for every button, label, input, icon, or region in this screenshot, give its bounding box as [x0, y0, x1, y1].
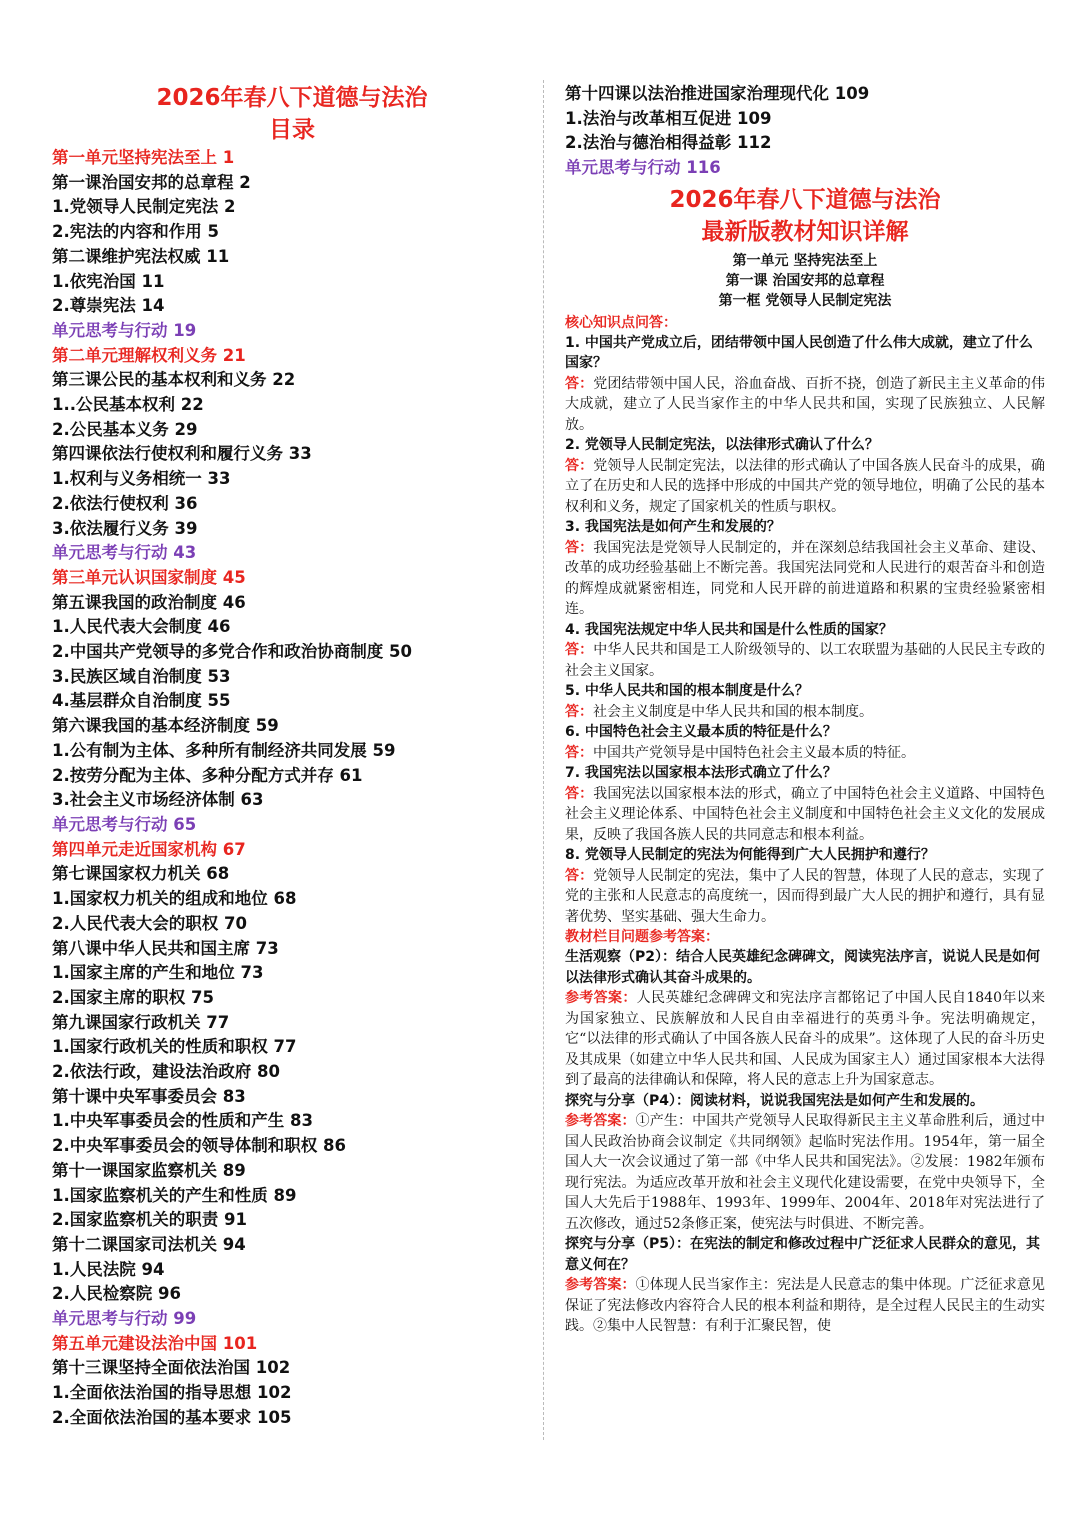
toc-continued: [565, 82, 1045, 181]
toc-lesson-entry: 第十三课坚持全面依法治国 102: [52, 1358, 291, 1378]
question: 6. 中国特色社会主义最本质的特征是什么？: [565, 724, 837, 741]
doc-title: 2026年春八下道德与法治: [156, 85, 428, 111]
answer-text: 中华人民共和国是工人阶级领导的、以工农联盟为基础的人民民主专政的社会主义国家。: [565, 642, 1046, 679]
textbook-question: 探究与分享（P5）：在宪法的制定和修改过程中广泛征求人民群众的意见，其意义何在？: [565, 1236, 1040, 1273]
answer-label: 答：: [565, 375, 594, 392]
toc-lesson-entry: 第六课我国的基本经济制度 59: [52, 716, 279, 736]
toc-section-entry: 1.党领导人民制定宪法 2: [52, 197, 236, 217]
toc-section-entry: 2.人民代表大会的职权 70: [52, 913, 247, 933]
textbook-question: 探究与分享（P4）：阅读材料，说说我国宪法是如何产生和发展的。: [565, 1092, 985, 1109]
reference-answer: [565, 988, 1045, 1091]
toc-section-entry: 2.法治与德治相得益彰 112: [565, 133, 772, 153]
question: 5. 中华人民共和国的根本制度是什么？: [565, 683, 809, 700]
toc-unit-entry: 第二单元理解权利义务 21: [52, 345, 246, 365]
toc-section-entry: 2.尊崇宪法 14: [52, 296, 165, 316]
toc-lesson-entry: 第四课依法行使权利和履行义务 33: [52, 444, 312, 464]
answer-label: 答：: [565, 457, 594, 474]
toc-section-entry: 1.人民代表大会制度 46: [52, 617, 231, 637]
toc-unit-review-entry: 单元思考与行动 65: [52, 814, 197, 834]
question: 1. 中国共产党成立后，团结带领中国人民创造了什么伟大成就，建立了什么国家？: [565, 334, 1033, 372]
reference-answer-label: 参考答案：: [565, 990, 637, 1007]
toc-section-entry: 2.依法行政，建设法治政府 80: [52, 1062, 280, 1082]
toc-unit-review-entry: 单元思考与行动 116: [565, 158, 721, 178]
toc-unit-entry: 第四单元走近国家机构 67: [52, 839, 246, 859]
toc-unit-entry: 第三单元认识国家制度 45: [52, 567, 246, 587]
toc-list: [52, 146, 532, 1431]
toc-section-entry: 1.国家行政机关的性质和职权 77: [52, 1037, 297, 1057]
answer: [565, 866, 1045, 928]
answer: [565, 743, 1045, 764]
qa-list: [565, 333, 1045, 928]
toc-section-entry: 4.基层群众自治制度 55: [52, 691, 231, 711]
toc-lesson-entry: 第十一课国家监察机关 89: [52, 1160, 246, 1180]
toc-section-entry: 3.社会主义市场经济体制 63: [52, 790, 264, 810]
toc-section-entry: 1.人民法院 94: [52, 1259, 165, 1279]
textbook-answers-label: 教材栏目问题参考答案：: [565, 929, 719, 946]
reference-answer-list: [565, 947, 1045, 1337]
toc-section-entry: 2.全面依法治国的基本要求 105: [52, 1407, 292, 1427]
toc-section-entry: 2.中国共产党领导的多党合作和政治协商制度 50: [52, 642, 412, 662]
question: 3. 我国宪法是如何产生和发展的？: [565, 519, 781, 536]
answer-text: 中国共产党领导是中国特色社会主义最本质的特征。: [593, 744, 915, 761]
toc-section-entry: 1.公有制为主体、多种所有制经济共同发展 59: [52, 740, 396, 760]
reference-answer-label: 参考答案：: [565, 1113, 636, 1130]
answer-text: 我国宪法是党领导人民制定的，并在深刻总结我国社会主义革命、建设、改革的成功经验基础上不断完善。我国宪法同党和人民进行的艰苦奋斗和创造的辉煌成就紧密相连，同党和人民开辟的前进道路和积累的宝贵经验紧密相连。: [565, 539, 1046, 618]
unit-heading: 第一单元 坚持宪法至上: [732, 252, 878, 269]
question: 2. 党领导人民制定宪法，以法律形式确认了什么？: [565, 437, 879, 454]
toc-lesson-entry: 第五课我国的政治制度 46: [52, 592, 246, 612]
toc-title: 目录: [269, 117, 315, 143]
question: 7. 我国宪法以国家根本法形式确立了什么？: [565, 765, 837, 782]
toc-column: [52, 82, 532, 1431]
answer-label: 答：: [565, 785, 594, 802]
toc-lesson-entry: 第八课中华人民共和国主席 73: [52, 938, 279, 958]
toc-section-entry: 2.依法行使权利 36: [52, 493, 198, 513]
answer: [565, 640, 1045, 681]
reference-answer-text: ①体现人民当家作主：宪法是人民意志的集中体现。广泛征求意见保证了宪法修改内容符合人民的根本利益和期待，是全过程人民民主的生动实践。②集中人民智慧：有利于汇聚民智，使: [565, 1277, 1046, 1335]
answer: [565, 784, 1045, 846]
core-qa-label: 核心知识点问答：: [565, 314, 677, 331]
toc-section-entry: 2.国家监察机关的职责 91: [52, 1210, 247, 1230]
answer-label: 答：: [565, 703, 593, 720]
toc-lesson-entry: 第七课国家权力机关 68: [52, 864, 230, 884]
toc-section-entry: 2.中央军事委员会的领导体制和职权 86: [52, 1136, 346, 1156]
toc-section-entry: 2.宪法的内容和作用 5: [52, 222, 219, 242]
toc-section-entry: 1.国家监察机关的产生和性质 89: [52, 1185, 297, 1205]
toc-lesson-entry: 第二课维护宪法权威 11: [52, 246, 230, 266]
toc-section-entry: 1.中央军事委员会的性质和产生 83: [52, 1111, 313, 1131]
reference-answer: [565, 1275, 1045, 1337]
toc-lesson-entry: 第十四课以法治推进国家治理现代化 109: [565, 84, 870, 103]
toc-section-entry: 1.国家权力机关的组成和地位 68: [52, 889, 297, 909]
answer: [565, 374, 1045, 436]
toc-section-entry: 2.公民基本义务 29: [52, 419, 198, 439]
column-divider: [543, 80, 544, 1440]
frame-heading: 第一框 党领导人民制定宪法: [718, 292, 892, 309]
toc-section-entry: 1.依宪治国 11: [52, 271, 165, 291]
content-column: [565, 82, 1045, 1337]
question: 8. 党领导人民制定的宪法为何能得到广大人民拥护和遵行？: [565, 847, 935, 864]
toc-unit-entry: 第一单元坚持宪法至上 1: [52, 148, 235, 167]
toc-lesson-entry: 第十课中央军事委员会 83: [52, 1086, 246, 1106]
question: 4. 我国宪法规定中华人民共和国是什么性质的国家？: [565, 621, 893, 638]
toc-section-entry: 2.按劳分配为主体、多种分配方式并存 61: [52, 765, 363, 785]
detail-subtitle: 最新版教材知识详解: [701, 218, 909, 245]
answer-text: 我国宪法以国家根本法的形式，确立了中国特色社会主义道路、中国特色社会主义理论体系、中国特色社会主义制度和中国特色社会主义文化的发展成果，反映了我国各族人民的共同意志和根本利益。: [565, 785, 1046, 843]
toc-unit-review-entry: 单元思考与行动 99: [52, 1309, 197, 1329]
answer: [565, 456, 1045, 518]
toc-unit-entry: 第五单元建设法治中国 101: [52, 1333, 258, 1353]
toc-lesson-entry: 第九课国家行政机关 77: [52, 1012, 230, 1032]
answer-text: 党团结带领中国人民，浴血奋战、百折不挠，创造了新民主主义革命的伟大成就，建立了人民当家作主的中华人民共和国，实现了民族独立、人民解放。: [565, 375, 1046, 433]
answer-label: 答：: [565, 642, 594, 659]
reference-answer-text: 人民英雄纪念碑碑文和宪法序言都铭记了中国人民自1840年以来为国家独立、民族解放和人民自由幸福进行的英勇斗争。宪法明确规定，它“以法律的形式确认了中国各族人民奋斗的成果”。这体现了人民的奋斗历史及其成果（如建立中华人民共和国、人民成为国家主人）通过国家根本大法得到了最高的法律确认和保障，将人民的意志上升为国家意志。: [565, 990, 1045, 1089]
toc-section-entry: 1.法治与改革相互促进 109: [565, 108, 772, 128]
toc-section-entry: 3.民族区域自治制度 53: [52, 666, 231, 686]
detail-title: 2026年春八下道德与法治: [669, 186, 941, 213]
lesson-heading: 第一课 治国安邦的总章程: [725, 272, 885, 289]
reference-answer: [565, 1111, 1045, 1234]
toc-section-entry: 1.权利与义务相统一 33: [52, 469, 231, 489]
answer-text: 党领导人民制定的宪法，集中了人民的智慧，体现了人民的意志，实现了党的主张和人民意志的高度统一，因而得到最广大人民的拥护和遵行，具有显著优势、坚实基础、强大生命力。: [565, 867, 1046, 925]
toc-unit-review-entry: 单元思考与行动 19: [52, 320, 197, 340]
toc-section-entry: 1.全面依法治国的指导思想 102: [52, 1383, 292, 1403]
answer-label: 答：: [565, 744, 593, 761]
toc-section-entry: 1.国家主席的产生和地位 73: [52, 963, 264, 983]
toc-lesson-entry: 第十二课国家司法机关 94: [52, 1234, 246, 1254]
reference-answer-text: ①产生：中国共产党领导人民取得新民主主义革命胜利后，通过中国人民政治协商会议制定《共同纲领》起临时宪法作用。1954年，第一届全国人大一次会议通过了第一部《中华人民共和国宪法》。②发展：1982年颁布现行宪法。为适应改革开放和社会主义现代化建设需要，在党中央领导下，全国人大先后于1988年、1993年、1999年、2004年、2018年对宪法进行了五次修改，通过52条修正案，使宪法与时俱进、不断完善。: [565, 1113, 1046, 1232]
toc-lesson-entry: 第一课治国安邦的总章程 2: [52, 172, 251, 192]
toc-section-entry: 1..公民基本权利 22: [52, 395, 204, 415]
answer-label: 答：: [565, 867, 594, 884]
reference-answer-label: 参考答案：: [565, 1277, 636, 1294]
answer-text: 社会主义制度是中华人民共和国的根本制度。: [593, 703, 873, 720]
toc-unit-review-entry: 单元思考与行动 43: [52, 543, 197, 563]
answer-text: 党领导人民制定宪法，以法律的形式确认了中国各族人民奋斗的成果，确立了在历史和人民的选择中形成的中国共产党的领导地位，明确了公民的基本权利和义务，规定了国家机关的性质与职权。: [565, 457, 1046, 515]
toc-section-entry: 3.依法履行义务 39: [52, 518, 198, 538]
toc-section-entry: 2.国家主席的职权 75: [52, 987, 214, 1007]
answer: [565, 538, 1045, 620]
toc-section-entry: 2.人民检察院 96: [52, 1284, 181, 1304]
toc-lesson-entry: 第三课公民的基本权利和义务 22: [52, 370, 296, 390]
textbook-question: 生活观察（P2）：结合人民英雄纪念碑碑文，阅读宪法序言，说说人民是如何以法律形式确认其奋斗成果的。: [565, 949, 1040, 986]
answer: [565, 702, 1045, 723]
answer-label: 答：: [565, 539, 594, 556]
